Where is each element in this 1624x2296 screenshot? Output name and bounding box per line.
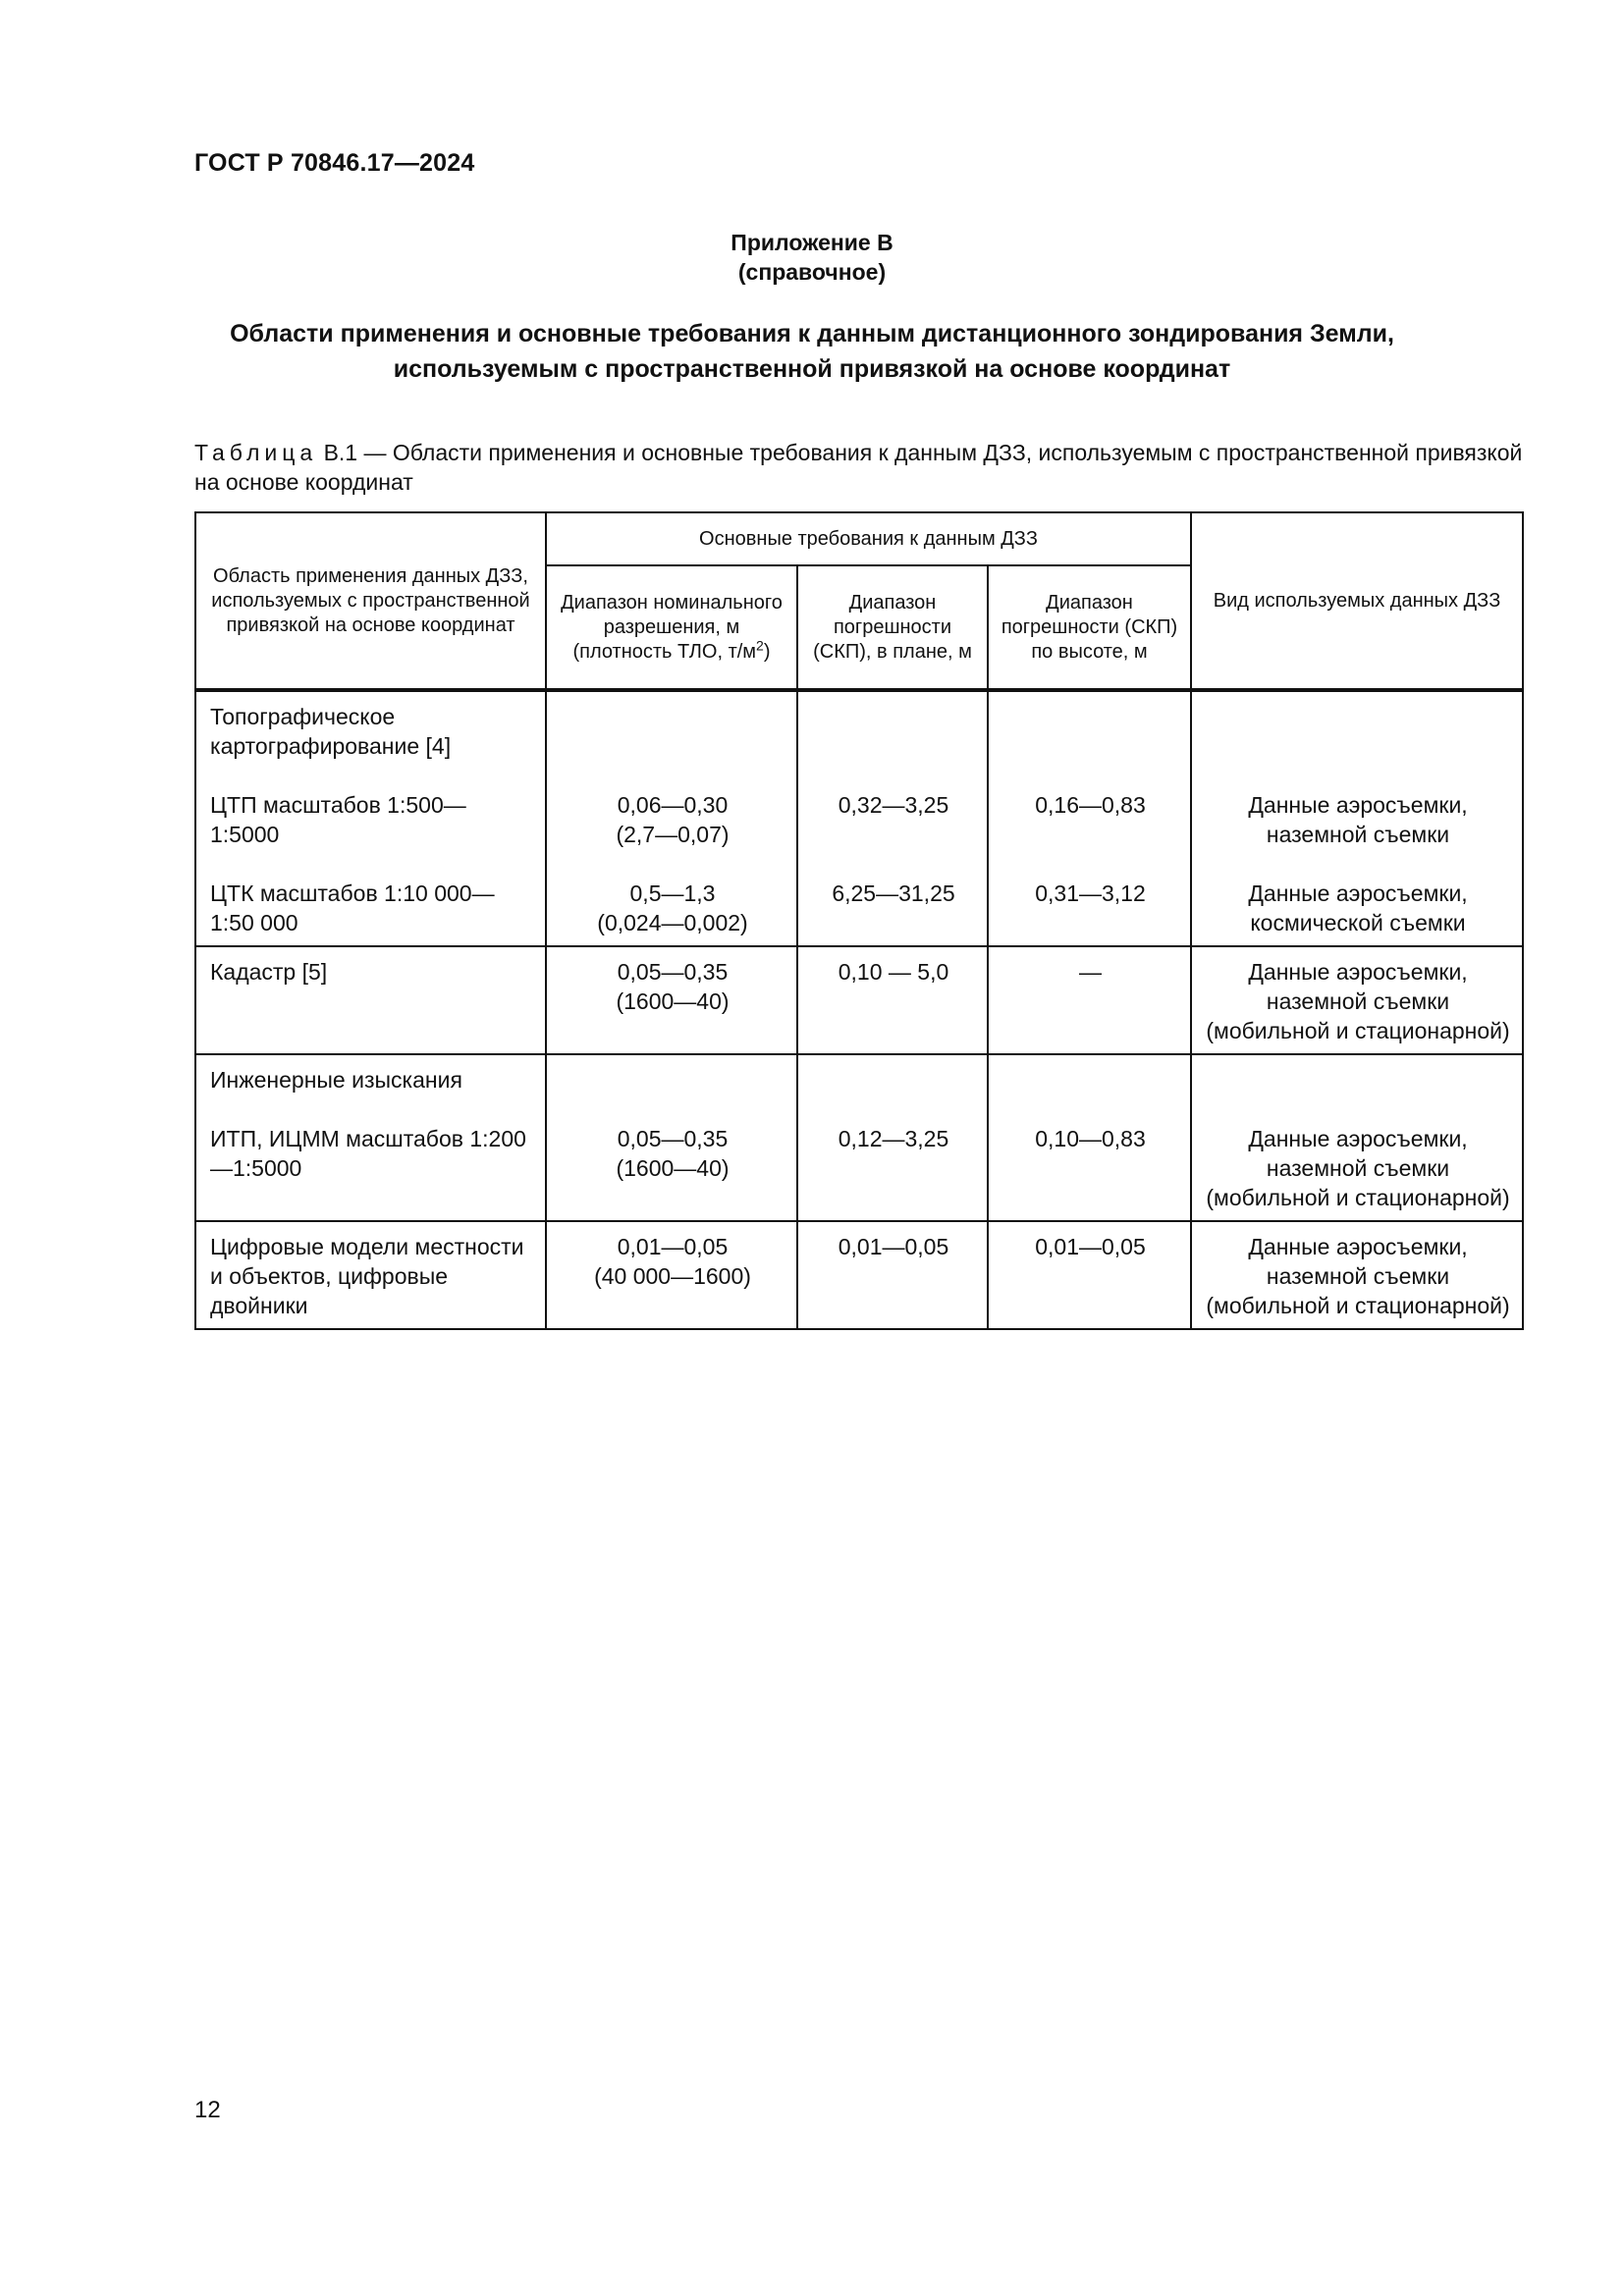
page-number: 12 — [194, 2097, 221, 2123]
height-error-value: 0,01—0,05 — [1035, 1234, 1146, 1259]
row-label: ИТП, ИЦММ масштабов 1:200—1:5000 — [210, 1126, 526, 1181]
section-title — [177, 316, 1447, 387]
density-value: (2,7—0,07) — [616, 822, 730, 847]
data-type-value: Данные аэросъемки, космической съемки — [1248, 881, 1468, 935]
row-title: Инженерные изыскания — [210, 1067, 462, 1093]
table-caption-label: Таблица — [194, 440, 318, 465]
header-height-error: Диапазон погрешности (СКП) по высоте, м — [988, 565, 1191, 690]
resolution-value: 0,5—1,3 — [629, 881, 716, 906]
cell-area — [195, 1221, 546, 1329]
resolution-value: 0,01—0,05 — [617, 1234, 729, 1259]
cell-area — [195, 946, 546, 1054]
sub-label: ЦТП масштабов 1:500—1:5000 — [210, 792, 466, 847]
row-title: Топографическое картографирование [4] — [210, 704, 452, 759]
cell-resolution — [546, 1054, 797, 1221]
plan-error-value: 0,01—0,05 — [838, 1234, 949, 1259]
appendix-type: (справочное) — [737, 259, 887, 285]
section-title-line-1: Области применения и основные требования к данным дистанционного зондирования Земли, — [230, 320, 1394, 347]
row-label: Кадастр [5] — [210, 959, 328, 985]
height-error-value: 0,16—0,83 — [1035, 792, 1146, 818]
resolution-value: 0,05—0,35 — [617, 959, 729, 985]
data-type-value: Данные аэросъемки, наземной съемки — [1248, 792, 1468, 847]
resolution-value: 0,05—0,35 — [617, 1126, 729, 1151]
header-resolution — [546, 565, 797, 690]
header-resolution-text: Диапазон номинального разрешения, м (плотность ТЛО, т/м — [561, 591, 783, 663]
cell-height-error — [988, 690, 1191, 946]
density-value: (1600—40) — [616, 1155, 730, 1181]
table-row — [195, 946, 1523, 1054]
cell-resolution — [546, 1221, 797, 1329]
table-row — [195, 1054, 1523, 1221]
resolution-value: 0,06—0,30 — [617, 792, 729, 818]
cell-data-type — [1191, 946, 1523, 1054]
cell-data-type — [1191, 1054, 1523, 1221]
cell-height-error — [988, 1054, 1191, 1221]
cell-height-error — [988, 946, 1191, 1054]
requirements-table — [194, 511, 1524, 1330]
table-caption-text: В.1 — Области применения и основные требования к данным ДЗЗ, используемым с пространственной привязкой на основе координат — [194, 440, 1523, 495]
cell-resolution — [546, 946, 797, 1054]
cell-data-type — [1191, 1221, 1523, 1329]
cell-plan-error — [797, 946, 988, 1054]
table-row — [195, 690, 1523, 946]
appendix-heading — [0, 228, 1624, 287]
plan-error-value: 0,10 — 5,0 — [838, 959, 949, 985]
table-caption — [194, 438, 1530, 497]
header-requirements-group: Основные требования к данным ДЗЗ — [546, 512, 1191, 565]
document-standard-number: ГОСТ Р 70846.17—2024 — [194, 149, 475, 177]
plan-error-value: 0,32—3,25 — [838, 792, 949, 818]
data-type-value: Данные аэросъемки, наземной съемки (мобильной и стационарной) — [1206, 1234, 1510, 1318]
section-title-line-2: используемым с пространственной привязкой на основе координат — [393, 355, 1231, 383]
plan-error-value: 6,25—31,25 — [832, 881, 955, 906]
cell-height-error — [988, 1221, 1191, 1329]
cell-plan-error — [797, 1221, 988, 1329]
cell-data-type — [1191, 690, 1523, 946]
plan-error-value: 0,12—3,25 — [838, 1126, 949, 1151]
data-type-value: Данные аэросъемки, наземной съемки (мобильной и стационарной) — [1206, 959, 1510, 1043]
sub-label: ЦТК масштабов 1:10 000—1:50 000 — [210, 881, 495, 935]
header-resolution-close: ) — [763, 640, 771, 663]
cell-plan-error — [797, 690, 988, 946]
header-data-type: Вид используемых данных ДЗЗ — [1191, 512, 1523, 690]
header-plan-error: Диапазон погрешности (СКП), в плане, м — [797, 565, 988, 690]
row-label: Цифровые модели местности и объектов, цифровые двойники — [210, 1234, 524, 1318]
cell-plan-error — [797, 1054, 988, 1221]
density-value: (40 000—1600) — [594, 1263, 751, 1289]
header-area: Область применения данных ДЗЗ, используемых с пространственной привязкой на основе координат — [195, 512, 546, 690]
cell-resolution — [546, 690, 797, 946]
table-row — [195, 1221, 1523, 1329]
cell-area — [195, 690, 546, 946]
data-type-value: Данные аэросъемки, наземной съемки (мобильной и стационарной) — [1206, 1126, 1510, 1210]
appendix-title: Приложение В — [731, 230, 893, 255]
density-value: (1600—40) — [616, 988, 730, 1014]
height-error-value: 0,10—0,83 — [1035, 1126, 1146, 1151]
density-value: (0,024—0,002) — [597, 910, 748, 935]
header-resolution-sup: 2 — [756, 636, 764, 653]
height-error-value: — — [1079, 959, 1102, 985]
cell-area — [195, 1054, 546, 1221]
height-error-value: 0,31—3,12 — [1035, 881, 1146, 906]
table-header-row-1 — [195, 512, 1523, 565]
